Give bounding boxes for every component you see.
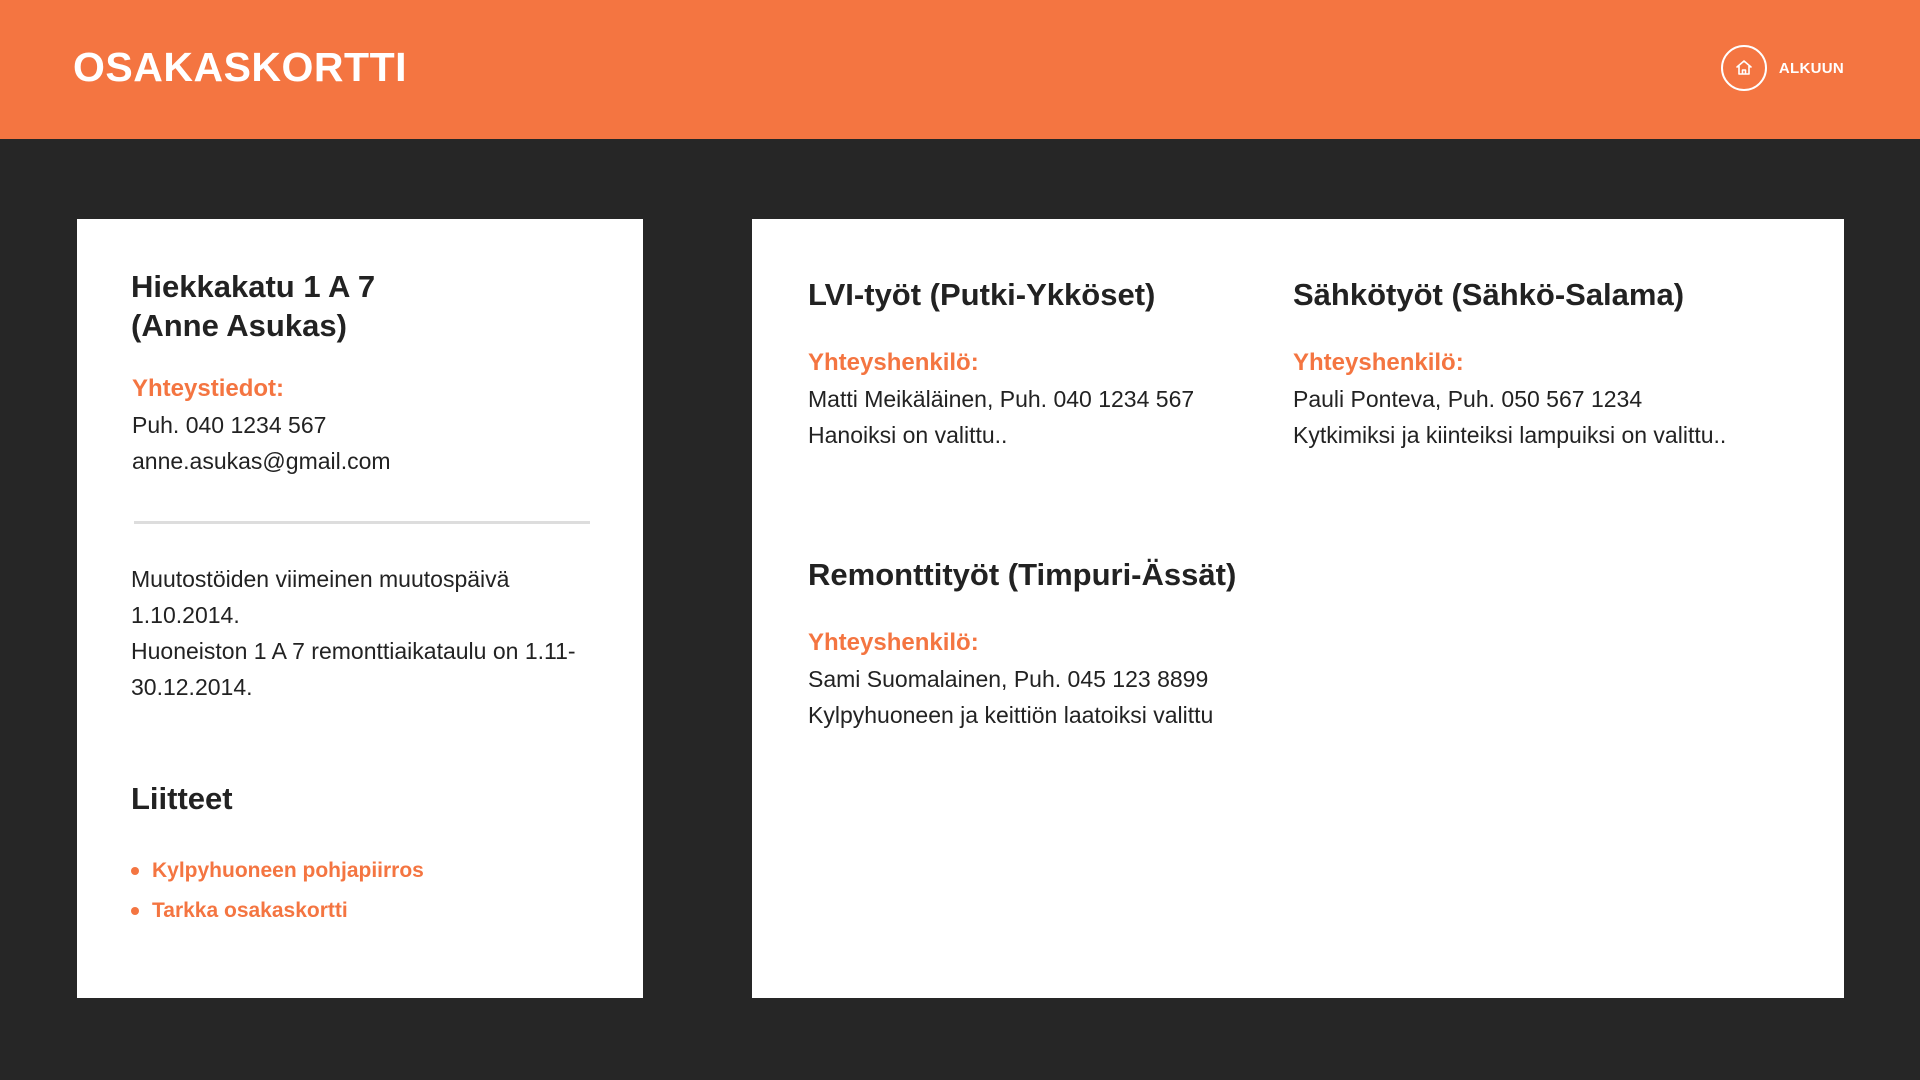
- resident-email: anne.asukas@gmail.com: [132, 448, 391, 474]
- service-title: Remonttityöt (Timpuri-Ässät): [808, 557, 1237, 592]
- list-item: [131, 851, 424, 891]
- services-card: [752, 219, 1844, 998]
- contact-info: [132, 371, 612, 479]
- resident-phone: Puh. 040 1234 567: [132, 412, 327, 438]
- resident-card: [77, 219, 643, 998]
- service-title: Sähkötyöt (Sähkö-Salama): [1293, 277, 1685, 312]
- resident-name: (Anne Asukas): [131, 308, 347, 343]
- service-plumbing: [808, 275, 1278, 453]
- attachment-link-detailed-card[interactable]: Tarkka osakaskortti: [152, 899, 348, 922]
- deadline-note: Muutostöiden viimeinen muutospäivä 1.10.2014.: [131, 566, 510, 628]
- bullet-icon: [131, 867, 139, 875]
- home-icon[interactable]: [1721, 45, 1767, 91]
- contact-person-label: Yhteyshenkilö:: [808, 349, 979, 376]
- home-label[interactable]: ALKUUN: [1778, 59, 1844, 77]
- contact-person: Matti Meikäläinen, Puh. 040 1234 567: [808, 386, 1195, 412]
- list-item: [131, 891, 424, 931]
- home-button[interactable]: [1721, 45, 1844, 91]
- attachments-list: [131, 851, 424, 931]
- apartment-address: Hiekkakatu 1 A 7: [131, 269, 376, 304]
- contact-person: Pauli Ponteva, Puh. 050 567 1234: [1293, 386, 1643, 412]
- selection-note: Kylpyhuoneen ja keittiön laatoiksi valittu: [808, 702, 1214, 728]
- contact-person-label: Yhteyshenkilö:: [808, 629, 979, 656]
- attachments-heading: Liitteet: [131, 781, 233, 816]
- service-electrical: [1293, 275, 1793, 453]
- schedule-note: Huoneiston 1 A 7 remonttiaikataulu on 1.11-30.12.2014.: [131, 638, 576, 700]
- apartment-heading: [131, 267, 611, 345]
- bullet-icon: [131, 907, 139, 915]
- attachment-link-floorplan[interactable]: Kylpyhuoneen pohjapiirros: [152, 859, 424, 882]
- top-header: [0, 0, 1920, 139]
- divider: [134, 521, 590, 524]
- page-title: OSAKASKORTTI: [73, 44, 407, 90]
- selection-note: Kytkimiksi ja kiinteiksi lampuiksi on valittu..: [1293, 422, 1727, 448]
- contact-person-label: Yhteyshenkilö:: [1293, 349, 1464, 376]
- contact-person: Sami Suomalainen, Puh. 045 123 8899: [808, 666, 1209, 692]
- service-renovation: [808, 555, 1278, 733]
- selection-note: Hanoiksi on valittu..: [808, 422, 1008, 448]
- service-title: LVI-työt (Putki-Ykköset): [808, 277, 1156, 312]
- contact-label: Yhteystiedot:: [132, 375, 285, 402]
